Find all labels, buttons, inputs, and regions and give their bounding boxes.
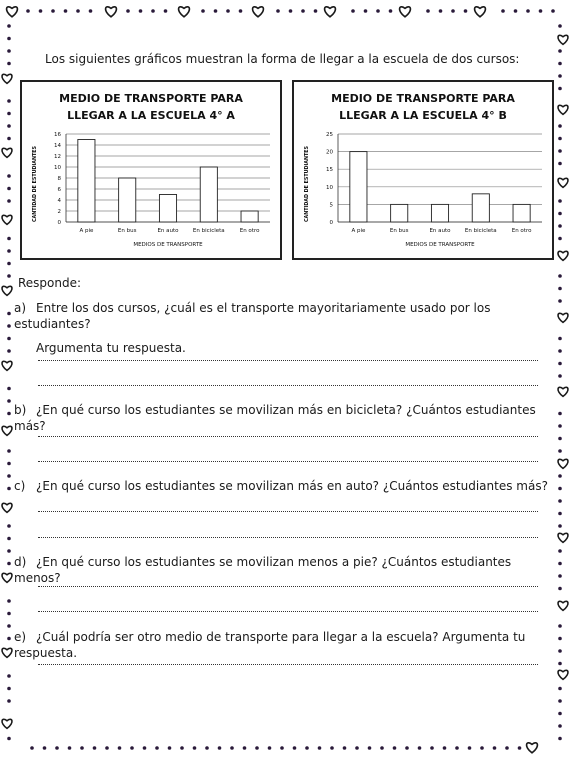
border-dot [389, 9, 393, 13]
border-dot [451, 9, 455, 13]
heart-icon [2, 426, 12, 435]
border-dot [558, 474, 562, 478]
border-dot [558, 212, 562, 216]
border-dot [558, 149, 562, 153]
border-dot [526, 9, 530, 13]
x-tick-label: En bicicleta [464, 228, 497, 234]
border-dot [558, 624, 562, 628]
border-dot [7, 487, 11, 491]
border-dot [7, 399, 11, 403]
question-text: ¿Cuál podría ser otro medio de transporte para llegar a la escuela? Argumenta tu respuesta. [14, 630, 526, 660]
border-dot [464, 9, 468, 13]
x-tick-label: En otro [239, 228, 260, 234]
answer-line[interactable] [38, 461, 538, 462]
border-dot [7, 187, 11, 191]
border-dot [558, 549, 562, 553]
border-dot [7, 312, 11, 316]
chart-4a [20, 80, 282, 260]
bar [200, 167, 217, 222]
y-tick-label: 5 [329, 202, 333, 209]
bar [472, 194, 489, 222]
heart-icon [2, 719, 12, 728]
border-dot [505, 746, 509, 750]
border-dot [7, 699, 11, 703]
bar [431, 204, 448, 222]
x-axis-label: MEDIOS DE TRANSPORTE [133, 242, 203, 248]
border-dot [558, 487, 562, 491]
border-dot [205, 746, 209, 750]
border-dot [330, 746, 334, 750]
border-dot [7, 524, 11, 528]
bar [350, 152, 367, 222]
bar [513, 204, 530, 222]
border-dot [80, 746, 84, 750]
intro-text: Los siguientes gráficos muestran la forma de llegar a la escuela de dos cursos: [45, 52, 520, 66]
bar [78, 140, 95, 223]
border-dot [351, 9, 355, 13]
border-dot [255, 746, 259, 750]
border-dot [430, 746, 434, 750]
border-dot [93, 746, 97, 750]
border-dot [226, 9, 230, 13]
border-dot [280, 746, 284, 750]
border-dot [7, 112, 11, 116]
border-dot [193, 746, 197, 750]
y-tick-label: 8 [57, 176, 61, 182]
question-letter: e) [14, 630, 27, 644]
border-dot [7, 449, 11, 453]
border-dot [130, 746, 134, 750]
border-dot [293, 746, 297, 750]
y-tick-label: 16 [54, 132, 61, 138]
heart-icon [7, 7, 18, 17]
border-dot [7, 24, 11, 28]
answer-line[interactable] [38, 611, 538, 612]
border-dot [343, 746, 347, 750]
heart-icon [558, 459, 568, 468]
border-dot [364, 9, 368, 13]
answer-line[interactable] [38, 436, 538, 437]
border-dot [151, 9, 155, 13]
heart-icon [2, 361, 12, 370]
border-dot [558, 224, 562, 228]
bar [391, 204, 408, 222]
y-tick-label: 15 [326, 167, 333, 174]
border-dot [493, 746, 497, 750]
border-dot [7, 99, 11, 103]
border-dot [558, 62, 562, 66]
border-dot [118, 746, 122, 750]
heart-icon [253, 7, 264, 17]
chart-4b [292, 80, 554, 260]
heart-icon [558, 601, 568, 610]
border-dot [558, 649, 562, 653]
border-dot [380, 746, 384, 750]
question-text: ¿En qué curso los estudiantes se movilizan más en auto? ¿Cuántos estudiantes más? [36, 479, 548, 493]
answer-line[interactable] [38, 537, 538, 538]
answer-line[interactable] [38, 664, 538, 665]
border-dot [558, 274, 562, 278]
border-dot [558, 524, 562, 528]
border-dot [558, 162, 562, 166]
question-c [14, 478, 554, 494]
border-dot [7, 687, 11, 691]
y-tick-label: 6 [57, 187, 61, 193]
border-dot [558, 24, 562, 28]
question-letter: c) [14, 479, 26, 493]
border-dot [7, 124, 11, 128]
border-dot [239, 9, 243, 13]
border-dot [558, 287, 562, 291]
border-dot [7, 137, 11, 141]
x-tick-label: En auto [429, 228, 451, 234]
border-dot [443, 746, 447, 750]
border-dot [7, 624, 11, 628]
border-dot [76, 9, 80, 13]
heart-icon [558, 178, 568, 187]
border-dot [7, 737, 11, 741]
border-dot [7, 549, 11, 553]
border-dot [55, 746, 59, 750]
border-dot [30, 746, 34, 750]
heart-icon [2, 648, 12, 657]
border-dot [7, 674, 11, 678]
border-dot [558, 199, 562, 203]
answer-line[interactable] [38, 586, 538, 587]
heart-icon [527, 743, 538, 753]
question-letter: d) [14, 555, 27, 569]
border-dot [539, 9, 543, 13]
y-tick-label: 10 [54, 165, 61, 171]
border-dot [180, 746, 184, 750]
border-dot [558, 49, 562, 53]
border-dot [51, 9, 55, 13]
border-dot [7, 612, 11, 616]
border-dot [7, 249, 11, 253]
border-dot [558, 424, 562, 428]
border-dot [405, 746, 409, 750]
border-dot [418, 746, 422, 750]
border-dot [558, 699, 562, 703]
responde-label: Responde: [18, 276, 82, 290]
border-dot [7, 199, 11, 203]
question-letter: a) [14, 301, 27, 315]
x-tick-label: En bus [389, 228, 409, 234]
chart-title: MEDIO DE TRANSPORTE PARA [331, 92, 515, 105]
border-dot [558, 724, 562, 728]
border-dot [155, 746, 159, 750]
border-dot [7, 387, 11, 391]
heart-icon [2, 148, 12, 157]
border-dot [7, 274, 11, 278]
border-dot [558, 662, 562, 666]
border-dot [558, 124, 562, 128]
bar [241, 211, 258, 222]
border-dot [68, 746, 72, 750]
border-dot [7, 599, 11, 603]
border-dot [201, 9, 205, 13]
heart-icon [2, 215, 12, 224]
border-dot [7, 537, 11, 541]
heart-icon [2, 503, 12, 512]
bar [159, 195, 176, 223]
border-dot [558, 574, 562, 578]
y-tick-label: 4 [57, 198, 61, 204]
border-dot [143, 746, 147, 750]
x-tick-label: En bus [117, 228, 137, 234]
x-tick-label: En auto [157, 228, 179, 234]
border-dot [501, 9, 505, 13]
border-dot [558, 412, 562, 416]
border-dot [468, 746, 472, 750]
heart-icon [2, 573, 12, 582]
heart-icon [558, 670, 568, 679]
border-dot [7, 62, 11, 66]
y-tick-label: 2 [57, 209, 61, 215]
border-dot [7, 637, 11, 641]
border-dot [439, 9, 443, 13]
border-dot [558, 362, 562, 366]
heart-icon [325, 7, 336, 17]
border-dot [126, 9, 130, 13]
heart-icon [106, 7, 117, 17]
chart-title: LLEGAR A LA ESCUELA 4° B [339, 109, 507, 122]
heart-icon [179, 7, 190, 17]
border-dot [314, 9, 318, 13]
y-tick-label: 25 [326, 132, 333, 138]
heart-icon [2, 286, 12, 295]
border-dot [164, 9, 168, 13]
border-dot [243, 746, 247, 750]
border-dot [7, 462, 11, 466]
heart-icon [558, 533, 568, 542]
question-text: Entre los dos cursos, ¿cuál es el transporte mayoritariamente usado por los estudiantes? [14, 301, 491, 331]
x-tick-label: En otro [511, 228, 532, 234]
border-dot [558, 737, 562, 741]
border-dot [39, 9, 43, 13]
chart-title: MEDIO DE TRANSPORTE PARA [59, 92, 243, 105]
question-letter: b) [14, 403, 27, 417]
border-dot [64, 9, 68, 13]
border-dot [455, 746, 459, 750]
border-dot [7, 349, 11, 353]
border-dot [368, 746, 372, 750]
x-tick-label: A pie [79, 228, 94, 234]
border-dot [558, 349, 562, 353]
border-dot [558, 587, 562, 591]
border-dot [139, 9, 143, 13]
question-e [14, 629, 554, 661]
border-dot [558, 637, 562, 641]
border-dot [393, 746, 397, 750]
y-axis-label: CANTIDAD DE ESTUDIANTES [33, 146, 38, 222]
border-dot [230, 746, 234, 750]
border-dot [289, 9, 293, 13]
border-dot [355, 746, 359, 750]
answer-line[interactable] [38, 385, 538, 386]
y-axis-label: CANTIDAD DE ESTUDIANTES [305, 146, 310, 222]
y-tick-label: 0 [57, 220, 61, 226]
border-dot [301, 9, 305, 13]
border-dot [558, 499, 562, 503]
border-dot [426, 9, 430, 13]
border-dot [7, 412, 11, 416]
border-dot [558, 449, 562, 453]
question-text: ¿En qué curso los estudiantes se movilizan más en bicicleta? ¿Cuántos estudiantes más? [14, 403, 536, 433]
border-dot [558, 137, 562, 141]
border-dot [214, 9, 218, 13]
y-tick-label: 0 [329, 220, 333, 226]
border-dot [514, 9, 518, 13]
border-dot [558, 562, 562, 566]
heart-icon [475, 7, 486, 17]
border-dot [7, 337, 11, 341]
heart-icon [558, 387, 568, 396]
question-b [14, 402, 554, 434]
question-continuation: Argumenta tu respuesta. [36, 341, 186, 355]
border-dot [26, 9, 30, 13]
heart-icon [2, 74, 12, 83]
border-dot [7, 262, 11, 266]
border-dot [558, 374, 562, 378]
y-tick-label: 14 [54, 143, 61, 149]
x-tick-label: A pie [351, 228, 366, 234]
border-dot [558, 74, 562, 78]
border-dot [558, 87, 562, 91]
y-tick-label: 10 [326, 184, 333, 191]
border-dot [276, 9, 280, 13]
border-dot [305, 746, 309, 750]
border-dot [7, 37, 11, 41]
border-dot [558, 712, 562, 716]
chart-title: LLEGAR A LA ESCUELA 4° A [67, 109, 235, 122]
answer-line[interactable] [38, 360, 538, 361]
heart-icon [558, 251, 568, 260]
border-dot [43, 746, 47, 750]
border-dot [89, 9, 93, 13]
border-dot [558, 299, 562, 303]
border-dot [105, 746, 109, 750]
border-dot [518, 746, 522, 750]
border-dot [551, 9, 555, 13]
x-tick-label: En bicicleta [192, 228, 225, 234]
border-dot [7, 562, 11, 566]
question-d [14, 554, 554, 586]
question-text: ¿En qué curso los estudiantes se movilizan menos a pie? ¿Cuántos estudiantes menos? [14, 555, 512, 585]
border-dot [558, 237, 562, 241]
border-dot [168, 746, 172, 750]
border-dot [558, 337, 562, 341]
heart-icon [400, 7, 411, 17]
border-dot [558, 512, 562, 516]
border-dot [7, 174, 11, 178]
border-dot [376, 9, 380, 13]
border-dot [218, 746, 222, 750]
border-dot [7, 237, 11, 241]
heart-icon [558, 105, 568, 114]
border-dot [558, 687, 562, 691]
x-axis-label: MEDIOS DE TRANSPORTE [405, 242, 475, 248]
question-a [14, 300, 554, 356]
y-tick-label: 20 [326, 149, 333, 156]
border-dot [7, 474, 11, 478]
border-dot [7, 49, 11, 53]
border-dot [318, 746, 322, 750]
border-dot [480, 746, 484, 750]
heart-icon [558, 313, 568, 322]
y-tick-label: 12 [54, 154, 61, 160]
border-dot [268, 746, 272, 750]
answer-line[interactable] [38, 511, 538, 512]
heart-icon [558, 35, 568, 44]
border-dot [7, 324, 11, 328]
border-dot [558, 437, 562, 441]
bar [119, 178, 136, 222]
